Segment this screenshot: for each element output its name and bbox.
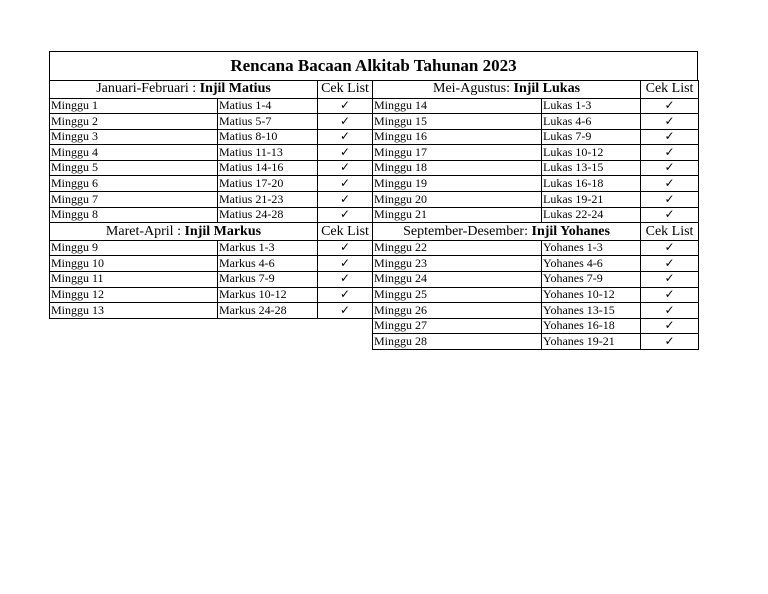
check-mark-icon: ✓ bbox=[339, 302, 351, 317]
check-mark-icon: ✓ bbox=[339, 191, 351, 206]
checklist-cell[interactable] bbox=[318, 287, 373, 303]
check-mark-icon: ✓ bbox=[664, 271, 675, 286]
check-mark-icon: ✓ bbox=[339, 271, 351, 286]
reading-cell: Yohanes 7-9 bbox=[542, 271, 641, 287]
checklist-cell[interactable] bbox=[641, 176, 699, 192]
reading-cell: Lukas 16-18 bbox=[542, 176, 641, 192]
table-row bbox=[50, 287, 699, 303]
reading-cell: Lukas 7-9 bbox=[542, 129, 641, 145]
table-row bbox=[50, 271, 699, 287]
reading-cell: Yohanes 13-15 bbox=[542, 303, 641, 319]
table-row bbox=[50, 334, 699, 350]
table-row bbox=[50, 160, 699, 176]
empty-cell bbox=[318, 334, 373, 350]
reading-cell: Yohanes 19-21 bbox=[542, 334, 641, 350]
week-cell: Minggu 26 bbox=[373, 303, 542, 319]
week-cell: Minggu 20 bbox=[373, 192, 542, 208]
section-period: Mei-Agustus: bbox=[433, 81, 514, 97]
checklist-cell[interactable] bbox=[641, 334, 699, 350]
checklist-cell[interactable] bbox=[641, 287, 699, 303]
week-cell: Minggu 2 bbox=[50, 114, 218, 130]
week-cell: Minggu 3 bbox=[50, 129, 218, 145]
check-mark-icon: ✓ bbox=[339, 144, 351, 159]
week-cell: Minggu 21 bbox=[373, 207, 542, 223]
week-cell: Minggu 25 bbox=[373, 287, 542, 303]
check-mark-icon: ✓ bbox=[339, 175, 351, 190]
reading-cell: Markus 24-28 bbox=[218, 303, 318, 319]
check-mark-icon: ✓ bbox=[339, 160, 351, 175]
week-cell: Minggu 18 bbox=[373, 160, 542, 176]
empty-cell bbox=[50, 318, 218, 334]
reading-cell: Matius 14-16 bbox=[218, 160, 318, 176]
checklist-cell[interactable] bbox=[641, 303, 699, 319]
matius-checklist-header: Cek List bbox=[318, 81, 373, 99]
week-cell: Minggu 5 bbox=[50, 160, 218, 176]
section-period: Maret-April : bbox=[105, 223, 185, 239]
table-row bbox=[50, 256, 699, 272]
markus-section-header bbox=[50, 223, 318, 241]
section-book: Injil Markus bbox=[184, 223, 262, 239]
reading-cell: Matius 17-20 bbox=[218, 176, 318, 192]
check-mark-icon: ✓ bbox=[664, 144, 675, 159]
table-row bbox=[50, 303, 699, 319]
reading-cell: Matius 11-13 bbox=[218, 145, 318, 161]
check-mark-icon: ✓ bbox=[339, 113, 351, 128]
checklist-cell[interactable] bbox=[318, 145, 373, 161]
checklist-cell[interactable] bbox=[318, 114, 373, 130]
week-cell: Minggu 1 bbox=[50, 98, 218, 114]
week-cell: Minggu 27 bbox=[373, 318, 542, 334]
section-period: September-Desember: bbox=[403, 223, 532, 239]
table-row bbox=[50, 145, 699, 161]
checklist-cell[interactable] bbox=[641, 160, 699, 176]
checklist-cell[interactable] bbox=[318, 303, 373, 319]
check-mark-icon: ✓ bbox=[339, 287, 351, 302]
week-cell: Minggu 15 bbox=[373, 114, 542, 130]
reading-cell: Lukas 19-21 bbox=[542, 192, 641, 208]
matius-section-header bbox=[50, 81, 318, 99]
reading-cell: Lukas 4-6 bbox=[542, 114, 641, 130]
table-row bbox=[50, 129, 699, 145]
markus-checklist-header: Cek List bbox=[318, 223, 373, 241]
week-cell: Minggu 22 bbox=[373, 240, 542, 256]
empty-cell bbox=[218, 334, 318, 350]
reading-cell: Matius 24-28 bbox=[218, 207, 318, 223]
checklist-cell[interactable] bbox=[318, 256, 373, 272]
week-cell: Minggu 8 bbox=[50, 207, 218, 223]
empty-cell bbox=[318, 318, 373, 334]
week-cell: Minggu 19 bbox=[373, 176, 542, 192]
reading-cell: Lukas 13-15 bbox=[542, 160, 641, 176]
yohanes-section-header bbox=[373, 223, 641, 241]
week-cell: Minggu 14 bbox=[373, 98, 542, 114]
reading-cell: Markus 7-9 bbox=[218, 271, 318, 287]
empty-cell bbox=[50, 334, 218, 350]
check-mark-icon: ✓ bbox=[664, 175, 675, 190]
reading-cell: Markus 4-6 bbox=[218, 256, 318, 272]
section-header-row bbox=[50, 223, 699, 241]
check-mark-icon: ✓ bbox=[664, 287, 675, 302]
lukas-section-header bbox=[373, 81, 641, 99]
check-mark-icon: ✓ bbox=[664, 191, 675, 206]
checklist-cell[interactable] bbox=[641, 114, 699, 130]
checklist-cell[interactable] bbox=[318, 129, 373, 145]
table-row bbox=[50, 114, 699, 130]
checklist-cell[interactable] bbox=[641, 318, 699, 334]
reading-plan-sheet bbox=[49, 51, 698, 350]
table-row bbox=[50, 98, 699, 114]
table-row bbox=[50, 176, 699, 192]
checklist-cell[interactable] bbox=[641, 129, 699, 145]
week-cell: Minggu 10 bbox=[50, 256, 218, 272]
checklist-cell[interactable] bbox=[641, 256, 699, 272]
reading-cell: Yohanes 16-18 bbox=[542, 318, 641, 334]
reading-cell: Markus 10-12 bbox=[218, 287, 318, 303]
section-header-row bbox=[50, 81, 699, 99]
yohanes-checklist-header: Cek List bbox=[641, 223, 699, 241]
checklist-cell[interactable] bbox=[318, 176, 373, 192]
section-book: Injil Lukas bbox=[513, 81, 581, 97]
week-cell: Minggu 16 bbox=[373, 129, 542, 145]
week-cell: Minggu 11 bbox=[50, 271, 218, 287]
week-cell: Minggu 17 bbox=[373, 145, 542, 161]
week-cell: Minggu 28 bbox=[373, 334, 542, 350]
empty-cell bbox=[218, 318, 318, 334]
reading-plan-table bbox=[49, 80, 699, 350]
week-cell: Minggu 24 bbox=[373, 271, 542, 287]
reading-cell: Lukas 1-3 bbox=[542, 98, 641, 114]
check-mark-icon: ✓ bbox=[664, 302, 675, 317]
check-mark-icon: ✓ bbox=[664, 129, 675, 144]
week-cell: Minggu 23 bbox=[373, 256, 542, 272]
reading-cell: Lukas 10-12 bbox=[542, 145, 641, 161]
checklist-cell[interactable] bbox=[641, 271, 699, 287]
checklist-cell[interactable] bbox=[318, 240, 373, 256]
week-cell: Minggu 12 bbox=[50, 287, 218, 303]
week-cell: Minggu 13 bbox=[50, 303, 218, 319]
check-mark-icon: ✓ bbox=[664, 98, 675, 112]
reading-cell: Matius 21-23 bbox=[218, 192, 318, 208]
table-row bbox=[50, 240, 699, 256]
reading-cell: Yohanes 1-3 bbox=[542, 240, 641, 256]
checklist-cell[interactable] bbox=[318, 98, 373, 114]
section-period: Januari-Februari : bbox=[96, 81, 200, 97]
checklist-cell[interactable] bbox=[641, 98, 699, 114]
check-mark-icon: ✓ bbox=[664, 333, 675, 348]
reading-cell: Lukas 22-24 bbox=[542, 207, 641, 223]
check-mark-icon: ✓ bbox=[339, 255, 351, 270]
checklist-cell[interactable] bbox=[641, 240, 699, 256]
table-row bbox=[50, 192, 699, 208]
checklist-cell[interactable] bbox=[318, 160, 373, 176]
reading-cell: Markus 1-3 bbox=[218, 240, 318, 256]
lukas-checklist-header: Cek List bbox=[641, 81, 699, 99]
check-mark-icon: ✓ bbox=[664, 255, 675, 270]
reading-cell: Yohanes 10-12 bbox=[542, 287, 641, 303]
checklist-cell[interactable] bbox=[641, 192, 699, 208]
section-book: Injil Yohanes bbox=[531, 223, 610, 239]
check-mark-icon: ✓ bbox=[339, 129, 351, 144]
checklist-cell[interactable] bbox=[641, 145, 699, 161]
week-cell: Minggu 7 bbox=[50, 192, 218, 208]
reading-cell: Yohanes 4-6 bbox=[542, 256, 641, 272]
check-mark-icon: ✓ bbox=[664, 160, 675, 175]
checklist-cell[interactable] bbox=[318, 271, 373, 287]
table-row bbox=[50, 318, 699, 334]
week-cell: Minggu 4 bbox=[50, 145, 218, 161]
checklist-cell[interactable] bbox=[641, 207, 699, 223]
check-mark-icon: ✓ bbox=[339, 207, 351, 222]
reading-cell: Matius 1-4 bbox=[218, 98, 318, 114]
check-mark-icon: ✓ bbox=[339, 240, 351, 255]
week-cell: Minggu 9 bbox=[50, 240, 218, 256]
reading-cell: Matius 5-7 bbox=[218, 114, 318, 130]
table-row bbox=[50, 207, 699, 223]
checklist-cell[interactable] bbox=[318, 207, 373, 223]
check-mark-icon: ✓ bbox=[664, 207, 675, 222]
checklist-cell[interactable] bbox=[318, 192, 373, 208]
check-mark-icon: ✓ bbox=[664, 113, 675, 128]
check-mark-icon: ✓ bbox=[339, 98, 351, 112]
check-mark-icon: ✓ bbox=[664, 318, 675, 333]
check-mark-icon: ✓ bbox=[664, 240, 675, 255]
page-title: Rencana Bacaan Alkitab Tahunan 2023 bbox=[49, 51, 698, 80]
section-book: Injil Matius bbox=[199, 81, 271, 97]
reading-cell: Matius 8-10 bbox=[218, 129, 318, 145]
week-cell: Minggu 6 bbox=[50, 176, 218, 192]
